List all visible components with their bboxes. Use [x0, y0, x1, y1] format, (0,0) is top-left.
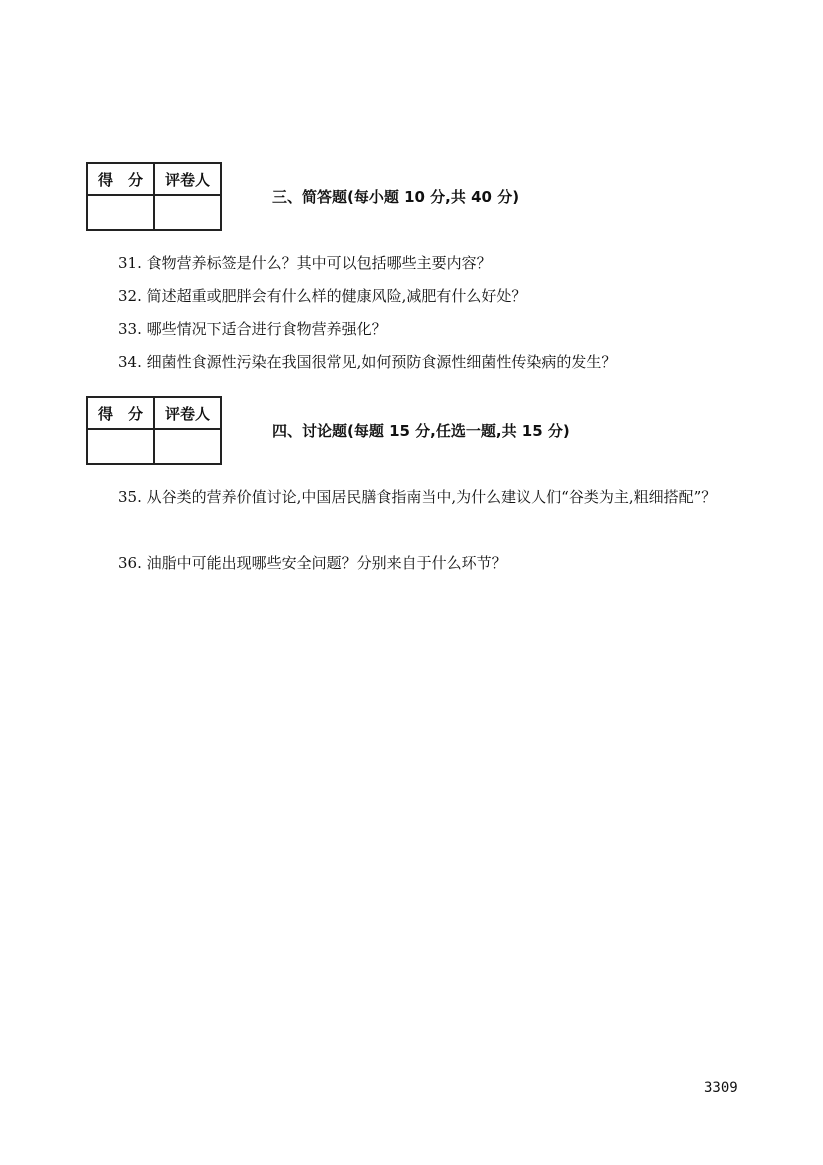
grader-label: 评卷人 [154, 163, 221, 195]
question-35: 35. 从谷类的营养价值讨论,中国居民膳食指南当中,为什么建议人们“谷类为主,粗细搭配”？ [118, 488, 717, 506]
section-3-title: 三、简答题(每小题 10 分,共 40 分) [272, 188, 520, 206]
score-cell [87, 429, 154, 464]
score-label: 得 分 [87, 163, 154, 195]
score-cell [87, 195, 154, 230]
section-4-title: 四、讨论题(每题 15 分,任选一题,共 15 分) [272, 422, 570, 440]
question-33: 33. 哪些情况下适合进行食物营养强化？ [118, 320, 387, 338]
score-table-section-3 [86, 162, 222, 231]
grader-cell [154, 429, 221, 464]
question-32: 32. 简述超重或肥胖会有什么样的健康风险,减肥有什么好处？ [118, 287, 527, 305]
score-label: 得 分 [87, 397, 154, 429]
grader-label: 评卷人 [154, 397, 221, 429]
question-34: 34. 细菌性食源性污染在我国很常见,如何预防食源性细菌性传染病的发生？ [118, 353, 617, 371]
question-36: 36. 油脂中可能出现哪些安全问题？分别来自于什么环节？ [118, 554, 507, 572]
grader-cell [154, 195, 221, 230]
score-table-section-4 [86, 396, 222, 465]
page-number: 3309 [704, 1080, 738, 1096]
question-31: 31. 食物营养标签是什么？其中可以包括哪些主要内容？ [118, 254, 492, 272]
